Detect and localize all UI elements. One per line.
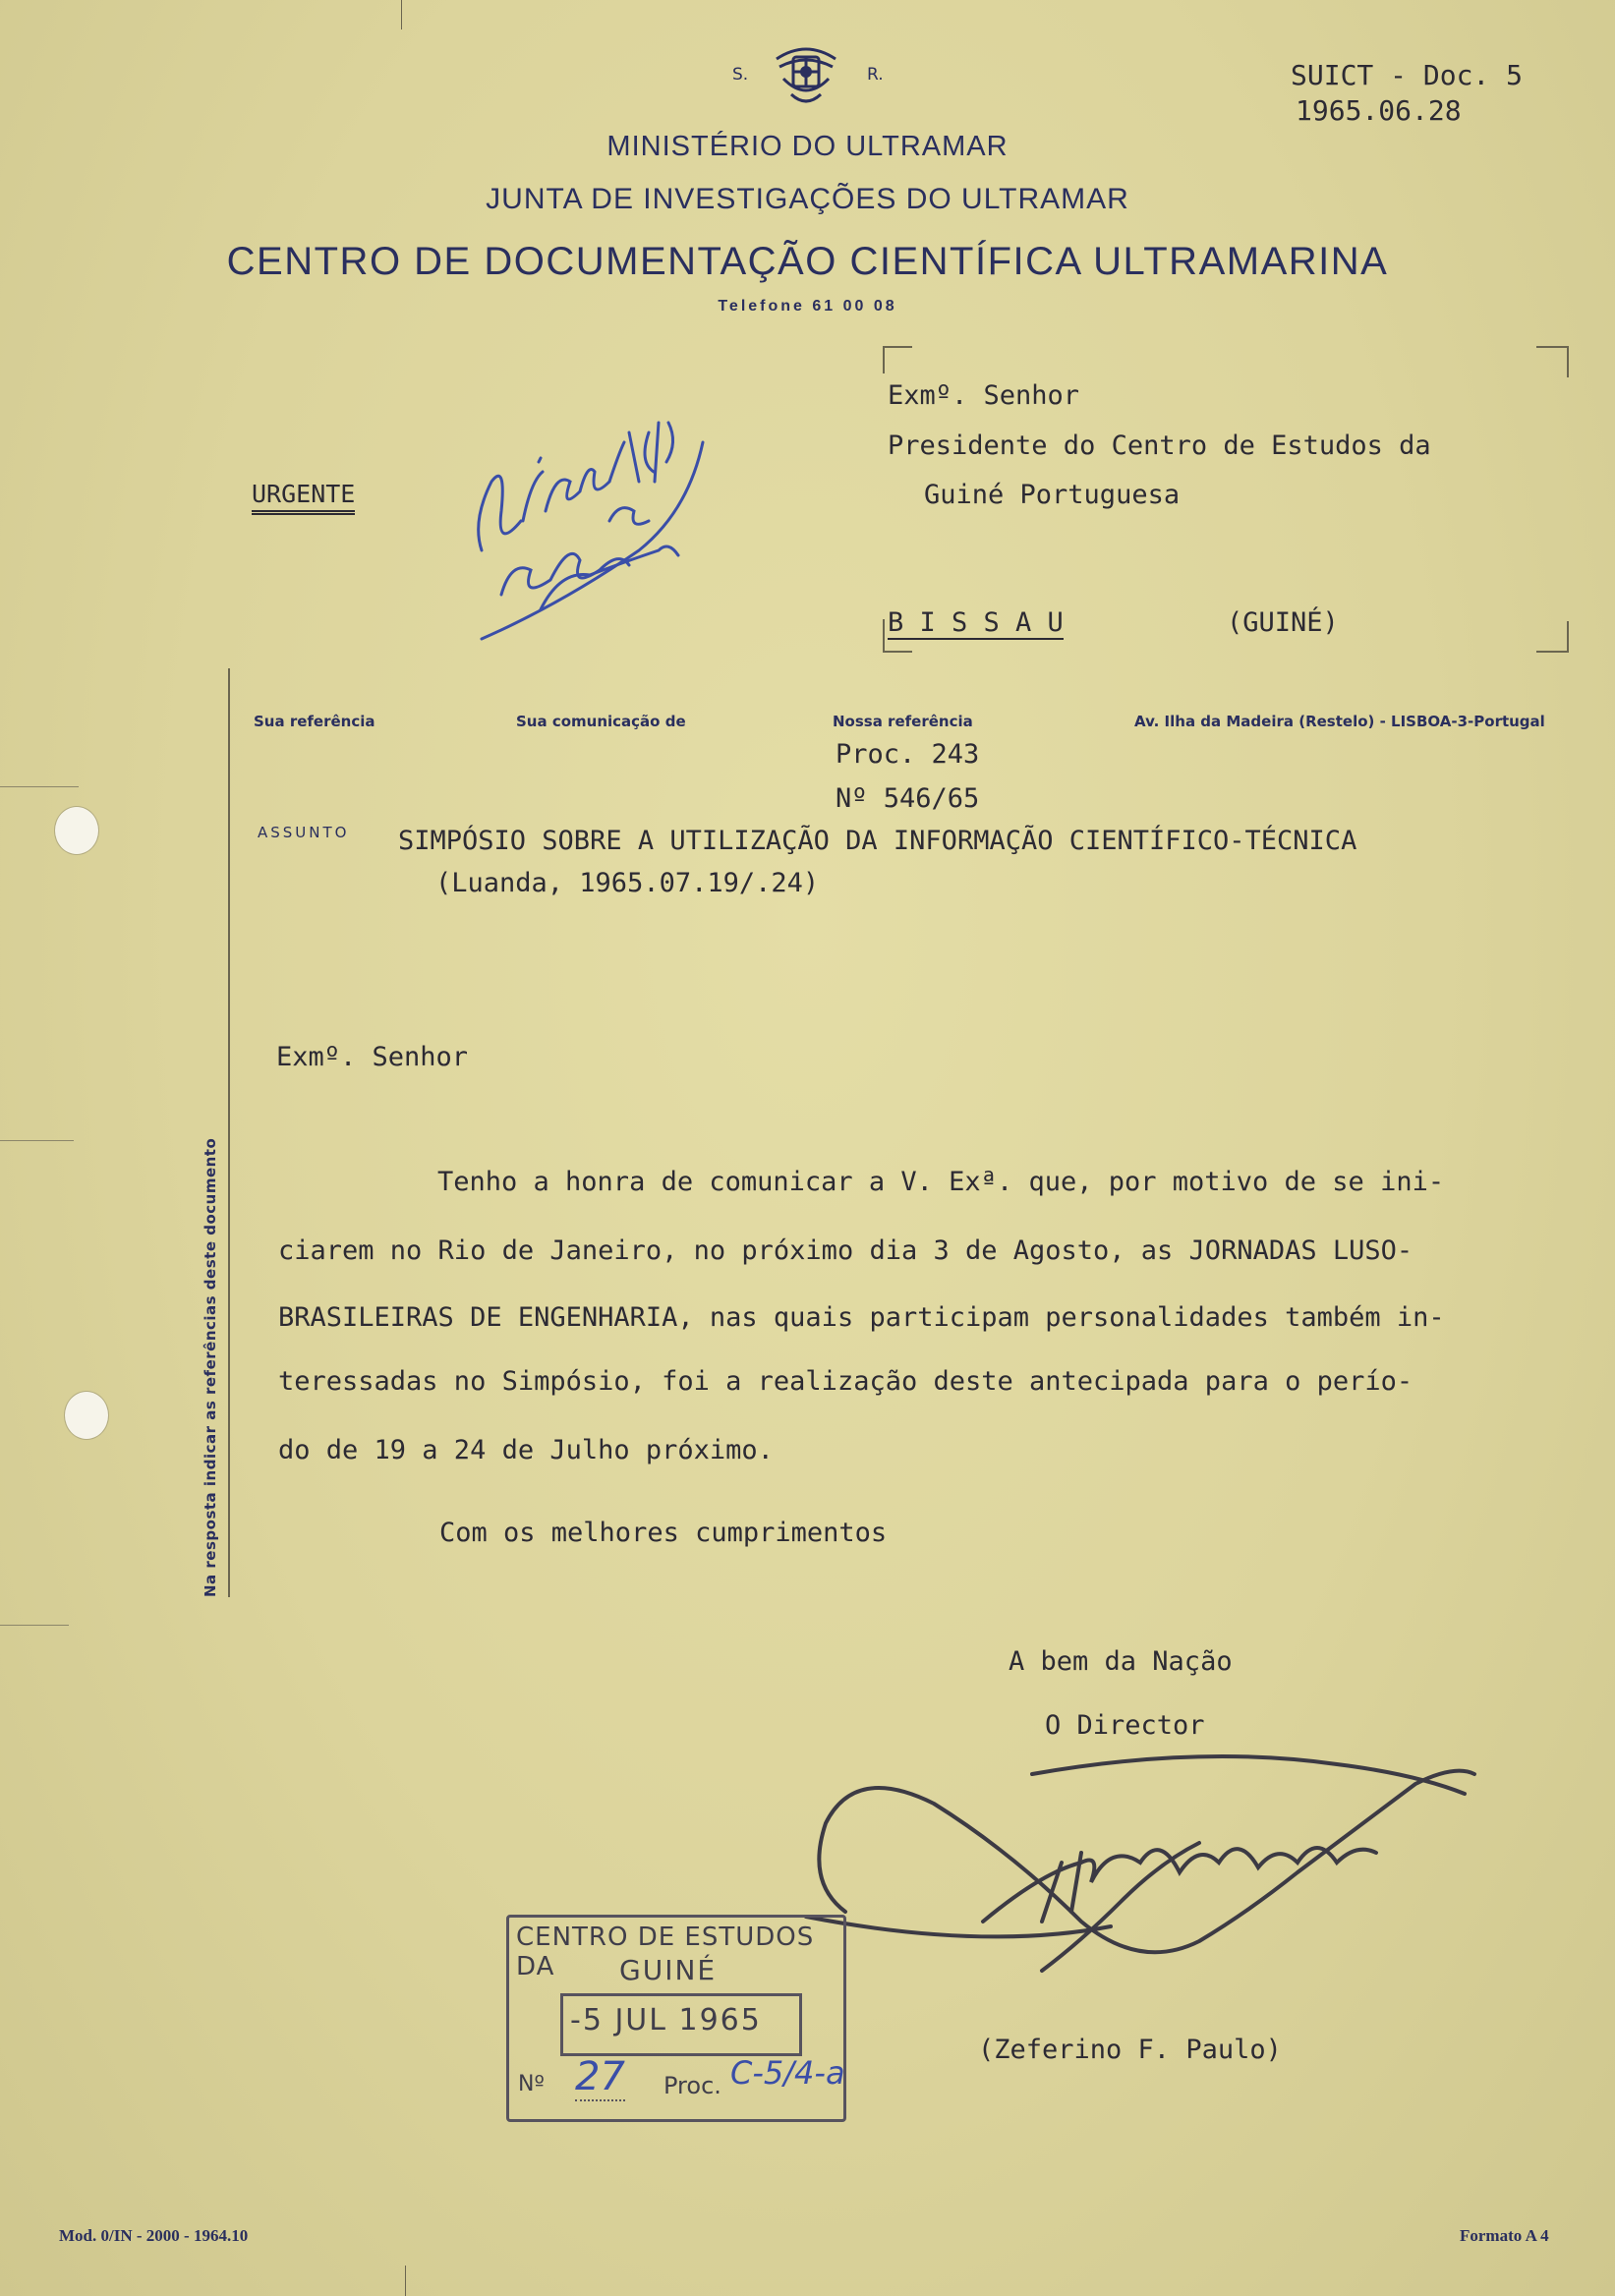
closing: Com os melhores cumprimentos (439, 1518, 888, 1548)
ministry-title: MINISTÉRIO DO ULTRAMAR (606, 131, 1009, 162)
crest-letter-right: R. (867, 65, 884, 85)
punch-hole-top (54, 806, 99, 855)
fold-mark-bottom (405, 2266, 406, 2296)
coat-of-arms-icon (772, 39, 840, 110)
margin-line (228, 668, 230, 1597)
punch-hole-bottom (64, 1391, 109, 1440)
recipient-city: B I S S A U (888, 607, 1064, 638)
stamp-line1: CENTRO DE ESTUDOS DA (516, 1923, 815, 1981)
signer-name: (Zeferino F. Paulo) (978, 2035, 1282, 2065)
stamp-proc-label: Proc. (663, 2072, 721, 2099)
urgent-label: URGENTE (252, 480, 355, 515)
stamp-no-value: 27 (575, 2054, 625, 2099)
recipient-country: (GUINÉ) (1227, 607, 1339, 638)
address-corner-tr-h (1536, 346, 1568, 348)
recipient-line3: Guiné Portuguesa (924, 480, 1181, 510)
body-line-3: BRASILEIRAS DE ENGENHARIA, nas quais participam personalidades também in- (278, 1302, 1445, 1333)
body-line-4: teressadas no Simpósio, foi a realização deste antecipada para o perío- (278, 1366, 1413, 1397)
recipient-line2: Presidente do Centro de Estudos da (888, 430, 1431, 461)
address-corner-tl-v (883, 346, 885, 373)
address-corner-bl-v (883, 619, 885, 653)
address-label: Av. Ilha da Madeira (Restelo) - LISBOA-3-Portugal (1134, 713, 1545, 730)
stamp-no-label: Nº (518, 2072, 545, 2096)
our-number: Nº 546/65 (836, 783, 980, 814)
telefone: Telefone 61 00 08 (718, 298, 897, 315)
address-corner-br-v (1567, 621, 1569, 653)
director-signature (786, 1725, 1494, 2000)
body-line-5: do de 19 a 24 de Julho próximo. (278, 1435, 774, 1465)
footer-left: Mod. 0/IN - 2000 - 1964.10 (59, 2226, 249, 2245)
stamp-date: -5 JUL 1965 (570, 2003, 762, 2038)
sua-comunicacao-label: Sua comunicação de (516, 713, 686, 730)
fold-mark-left-2 (0, 1140, 74, 1141)
stamp-proc-value: C-5/4-a (730, 2054, 845, 2092)
doc-ref-line1: SUICT - Doc. 5 (1291, 59, 1524, 91)
fold-mark-left-3 (0, 1625, 69, 1626)
address-corner-br-h (1536, 651, 1568, 653)
fold-mark-left-1 (0, 786, 79, 787)
address-corner-bl-h (883, 651, 912, 653)
side-note: Na resposta indicar as referências deste documento (202, 1137, 219, 1597)
signoff-line1: A bem da Nação (1009, 1646, 1233, 1677)
handwritten-annotation (462, 403, 718, 649)
body-line-1: Tenho a honra de comunicar a V. Exª. que, por motivo de se ini- (437, 1167, 1445, 1197)
assunto-line2: (Luanda, 1965.07.19/.24) (435, 868, 820, 898)
proc-number: Proc. 243 (836, 739, 980, 770)
body-line-2: ciarem no Rio de Janeiro, no próximo dia 3 de Agosto, as JORNADAS LUSO- (278, 1235, 1413, 1266)
received-stamp (506, 1907, 845, 2123)
junta-title: JUNTA DE INVESTIGAÇÕES DO ULTRAMAR (486, 183, 1129, 215)
salutation: Exmº. Senhor (276, 1042, 469, 1072)
address-corner-tl-h (883, 346, 912, 348)
signoff-line2: O Director (1045, 1710, 1205, 1741)
stamp-line2: GUINÉ (619, 1954, 718, 1986)
centro-title: CENTRO DE DOCUMENTAÇÃO CIENTÍFICA ULTRAMARINA (226, 240, 1389, 283)
recipient-line1: Exmº. Senhor (888, 380, 1080, 411)
address-corner-tr-v (1567, 346, 1569, 377)
crest-letter-left: S. (732, 65, 749, 85)
nossa-referencia-label: Nossa referência (833, 713, 973, 730)
assunto-label: ASSUNTO (258, 824, 350, 841)
footer-right: Formato A 4 (1460, 2226, 1549, 2245)
assunto-line1: SIMPÓSIO SOBRE A UTILIZAÇÃO DA INFORMAÇÃO CIENTÍFICO-TÉCNICA (398, 826, 1357, 856)
sua-referencia-label: Sua referência (254, 713, 375, 730)
fold-mark-top (401, 0, 402, 29)
doc-ref-line2: 1965.06.28 (1296, 94, 1462, 127)
